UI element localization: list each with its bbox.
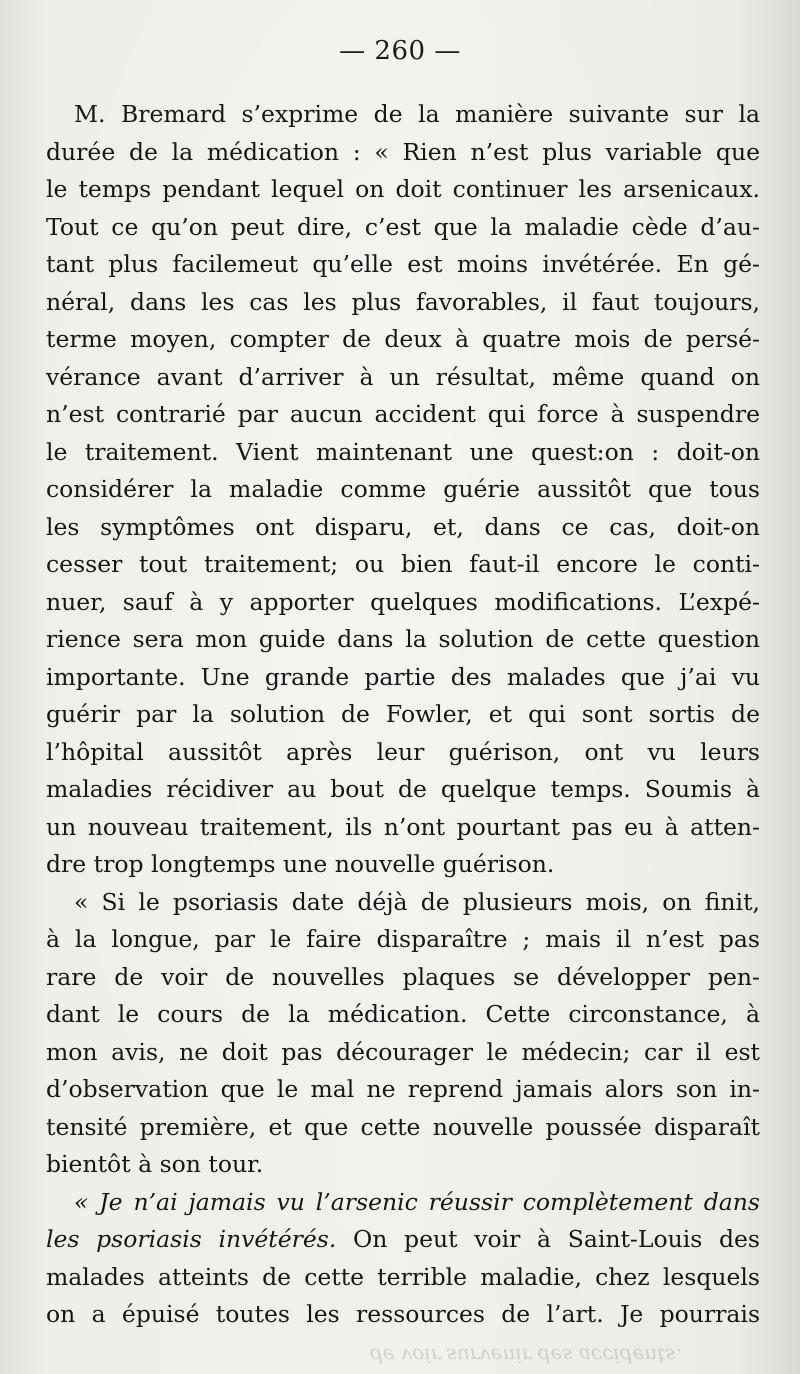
body-text	[46, 96, 760, 1334]
text-line: d’observation que le mal ne reprend jamais alors son in-	[46, 1075, 760, 1103]
text-line: durée de la médication : « Rien n’est plus variable que	[46, 137, 760, 166]
text-line: maladies récidiver au bout de quelque temps. Soumis à	[46, 775, 760, 803]
text-line: bientôt à son tour.	[46, 1150, 264, 1178]
text-line: cesser tout traitement; ou bien faut-il encore le conti-	[46, 550, 760, 578]
text-line: guérir par la solution de Fowler, et qui sont sortis de	[46, 700, 760, 728]
text-segment: On peut voir à Saint-Louis des	[336, 1225, 760, 1253]
text-line: tensité première, et que cette nouvelle poussée disparaît	[46, 1112, 760, 1141]
paragraph-1	[46, 96, 760, 884]
text-line: tant plus facilemeut qu’elle est moins invétérée. En gé-	[46, 250, 760, 278]
text-line: dant le cours de la médication. Cette circonstance, à	[46, 1000, 760, 1028]
text-line: M. Bremard s’exprime de la manière suivante sur la	[74, 100, 760, 128]
text-line	[46, 1221, 760, 1259]
paragraph-3	[46, 1184, 760, 1334]
text-line: on a épuisé toutes les ressources de l’art. Je pourrais	[46, 1300, 760, 1328]
bleed-through-text: de voir survenir des accidents.	[370, 1344, 682, 1368]
text-line: n’est contrarié par aucun accident qui force à suspendre	[46, 400, 760, 428]
text-line: rience sera mon guide dans la solution de cette question	[46, 625, 760, 653]
text-line: importante. Une grande partie des malades que j’ai vu	[46, 662, 760, 691]
text-line: néral, dans les cas les plus favorables, il faut toujours,	[46, 287, 760, 316]
text-line: les symptômes ont disparu, et, dans ce cas, doit-on	[46, 512, 760, 541]
text-line: le traitement. Vient maintenant une quest:on : doit-on	[46, 437, 760, 466]
italic-text: « Je n’ai jamais vu l’arsenic réussir complètement dans	[74, 1187, 760, 1216]
text-line: terme moyen, compter de deux à quatre mois de persé-	[46, 325, 760, 353]
text-line: à la longue, par le faire disparaître ; mais il n’est pas	[46, 925, 760, 953]
text-line: dre trop longtemps une nouvelle guérison.	[46, 850, 555, 878]
text-line: malades atteints de cette terrible maladie, chez lesquels	[46, 1262, 760, 1291]
text-line: nuer, sauf à y apporter quelques modifications. L’expé-	[46, 587, 760, 616]
page-number: — 260 —	[339, 36, 461, 66]
text-line: vérance avant d’arriver à un résultat, même quand on	[46, 362, 760, 391]
text-line	[46, 1184, 760, 1222]
italic-text: les psoriasis invétérés.	[46, 1225, 337, 1253]
text-line: mon avis, ne doit pas décourager le médecin; car il est	[46, 1037, 760, 1066]
paragraph-2	[46, 884, 760, 1184]
text-line: l’hôpital aussitôt après leur guérison, ont vu leurs	[46, 737, 760, 766]
text-line: Tout ce qu’on peut dire, c’est que la maladie cède d’au-	[46, 212, 760, 241]
text-line: « Si le psoriasis date déjà de plusieurs mois, on finit,	[74, 887, 760, 916]
text-line: le temps pendant lequel on doit continuer les arsenicaux.	[46, 175, 760, 203]
text-line: considérer la maladie comme guérie aussitôt que tous	[46, 475, 760, 503]
text-line: un nouveau traitement, ils n’ont pourtant pas eu à atten-	[46, 812, 760, 841]
text-line: rare de voir de nouvelles plaques se développer pen-	[46, 962, 760, 991]
